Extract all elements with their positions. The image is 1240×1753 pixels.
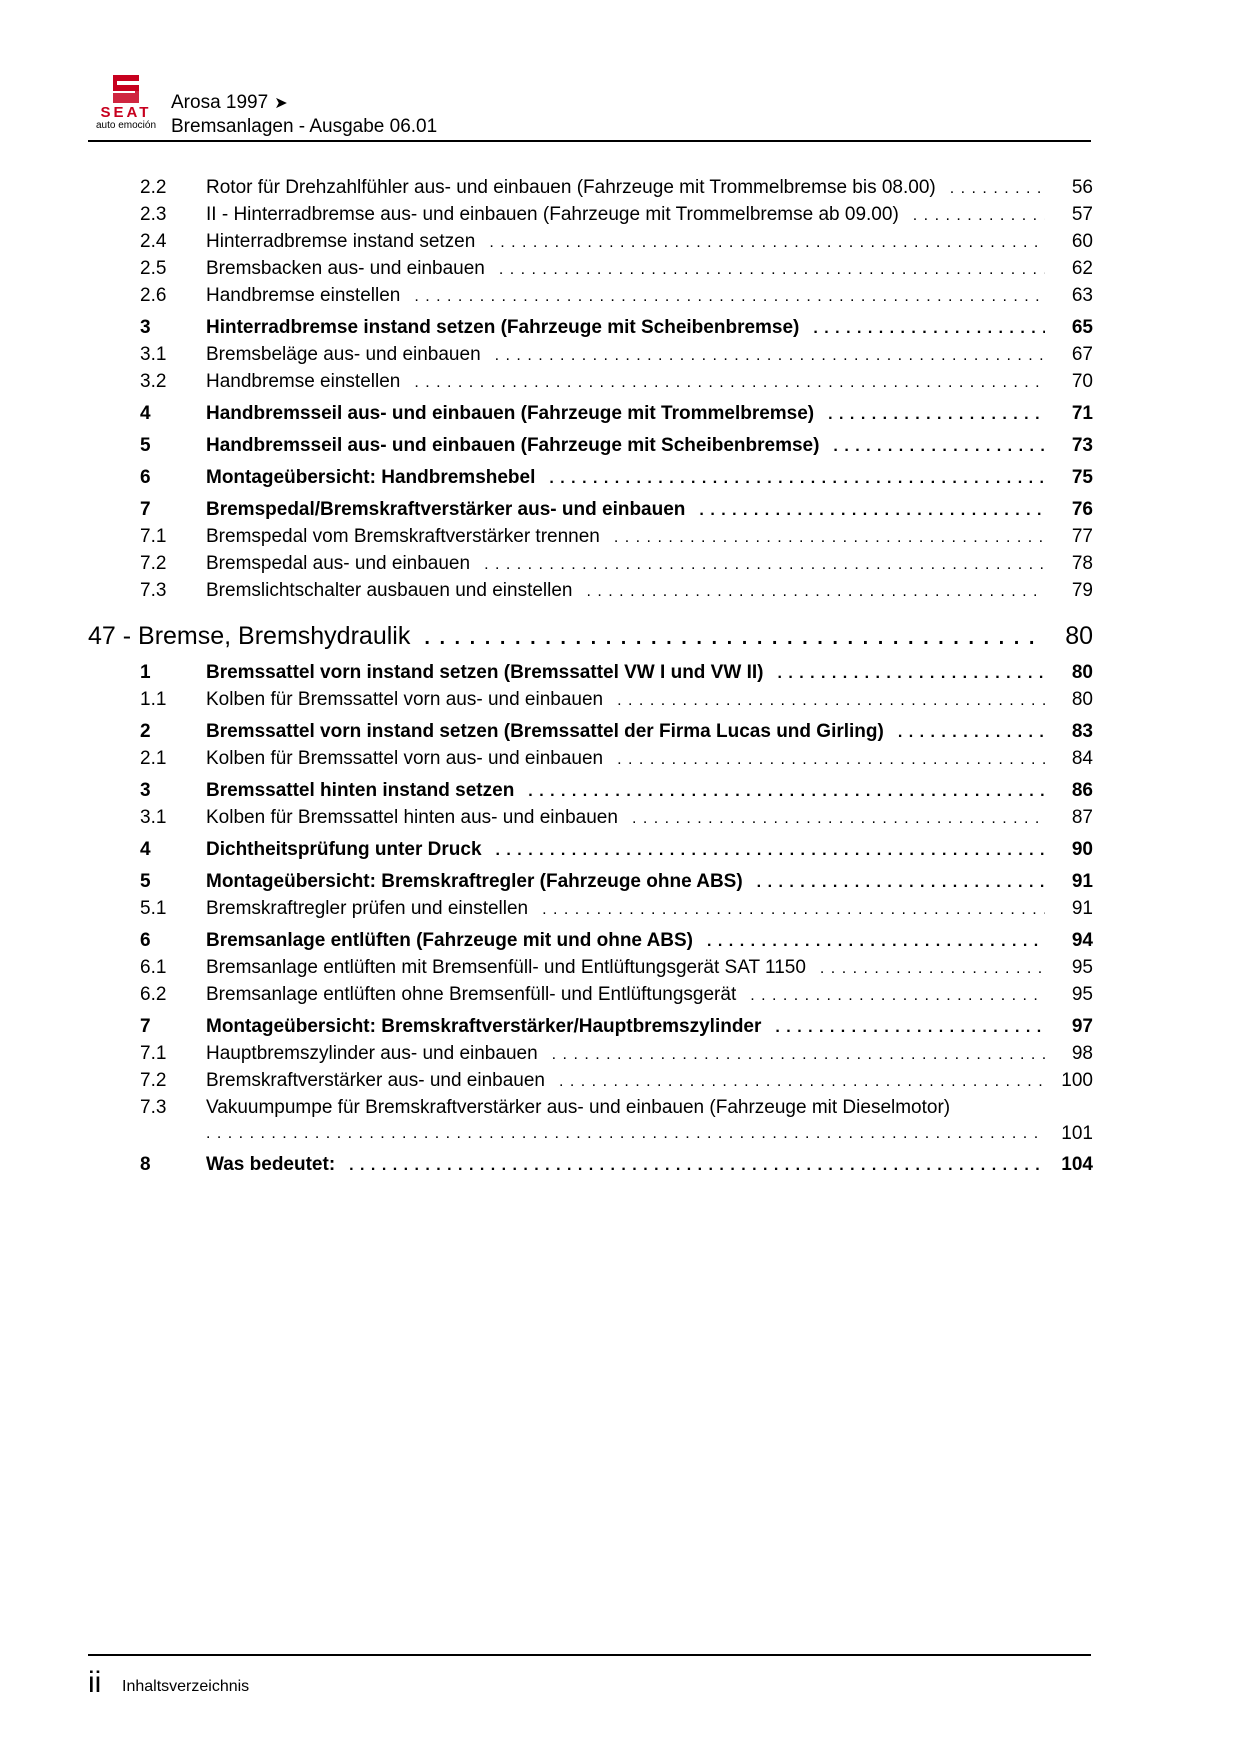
toc-entry-number: 3 <box>140 317 151 338</box>
toc-entry-page: 80 <box>1071 689 1093 710</box>
toc-entry-title: Handbremsseil aus- und einbauen (Fahrzeuge mit Trommelbremse) <box>206 403 815 424</box>
toc-entry-page: 78 <box>1071 553 1093 574</box>
toc-entry-leader <box>617 688 1045 714</box>
toc-entry-number: 7.2 <box>140 553 167 574</box>
toc-entry-leader <box>349 1153 1045 1179</box>
toc-entry-page: 60 <box>1071 231 1093 252</box>
toc-entry-leader <box>699 498 1045 524</box>
toc-entry[interactable] <box>88 1095 1093 1147</box>
toc-entry-number: 2.6 <box>140 285 167 306</box>
toc-entry-leader <box>528 779 1045 805</box>
toc-entry[interactable] <box>88 465 1093 492</box>
toc-entry-leader <box>549 466 1045 492</box>
toc-entry-number: 2.3 <box>140 204 167 225</box>
toc-entry-number: 7.3 <box>140 580 167 601</box>
toc-entry-number: 6 <box>140 467 151 488</box>
toc-entry-number: 4 <box>140 839 151 860</box>
toc-entry-number: 2.5 <box>140 258 167 279</box>
seat-logo-icon <box>108 72 144 106</box>
toc-entry-title: Handbremse einstellen <box>206 285 401 306</box>
toc-entry-page: 56 <box>1071 177 1093 198</box>
toc-entry-leader <box>898 720 1045 746</box>
toc-entry[interactable] <box>88 1068 1093 1095</box>
toc-entry-leader <box>587 579 1046 605</box>
document-subtitle: Bremsanlagen - Ausgabe 06.01 <box>171 116 438 137</box>
toc-entry[interactable] <box>88 955 1093 982</box>
toc-entry-leader <box>777 661 1045 687</box>
toc-entry-page: 77 <box>1071 526 1093 547</box>
toc-entry-title: Bremsbeläge aus- und einbauen <box>206 344 481 365</box>
toc-entry[interactable] <box>88 369 1093 396</box>
toc-entry-title: 47 - Bremse, Bremshydraulik <box>88 622 411 650</box>
toc-entry-page: 70 <box>1071 371 1093 392</box>
toc-entry-leader <box>424 621 1045 655</box>
toc-entry-page: 79 <box>1071 580 1093 601</box>
toc-entry-number: 2 <box>140 721 151 742</box>
toc-entry-number: 7 <box>140 499 151 520</box>
toc-entry-title: II - Hinterradbremse aus- und einbauen (Fahrzeuge mit Trommelbremse ab 09.00) <box>206 204 899 225</box>
toc-entry-page: 94 <box>1071 930 1093 951</box>
toc-entry-title: Bremssattel vorn instand setzen (Bremssattel der Firma Lucas und Girling) <box>206 721 884 742</box>
toc-entry-title: Handbremsseil aus- und einbauen (Fahrzeuge mit Scheibenbremse) <box>206 435 820 456</box>
toc-entry-page: 97 <box>1071 1016 1093 1037</box>
page-footer <box>88 1654 1091 1699</box>
toc-entry-number: 3.2 <box>140 371 167 392</box>
toc-entry-leader <box>496 838 1045 864</box>
toc-entry-number: 7.1 <box>140 1043 167 1064</box>
toc-entry-leader <box>206 1121 1045 1147</box>
logo-brand: SEAT <box>100 104 152 121</box>
toc-entry[interactable] <box>88 401 1093 428</box>
seat-logo <box>88 72 164 132</box>
toc-entry-page: 86 <box>1071 780 1093 801</box>
footer-label: Inhaltsverzeichnis <box>122 1678 250 1695</box>
toc-entry-title: Rotor für Drehzahlfühler aus- und einbauen (Fahrzeuge mit Trommelbremse bis 08.00) <box>206 177 936 198</box>
toc-entry-title: Hinterradbremse instand setzen (Fahrzeuge mit Scheibenbremse) <box>206 317 800 338</box>
toc-entry-page: 100 <box>1061 1070 1093 1091</box>
toc-entry[interactable] <box>88 719 1093 746</box>
toc-entry-number: 6.1 <box>140 957 167 978</box>
table-of-contents <box>88 175 1093 1179</box>
toc-entry-page: 75 <box>1071 467 1093 488</box>
toc-entry-page: 98 <box>1071 1043 1093 1064</box>
toc-entry-title: Bremsbacken aus- und einbauen <box>206 258 485 279</box>
toc-entry[interactable] <box>88 283 1093 310</box>
toc-entry-page: 101 <box>1061 1123 1093 1144</box>
toc-entry-title: Bremssattel vorn instand setzen (Bremssattel VW I und VW II) <box>206 662 764 683</box>
toc-entry-page: 84 <box>1071 748 1093 769</box>
toc-entry-leader <box>559 1069 1045 1095</box>
toc-entry-number: 2.2 <box>140 177 167 198</box>
toc-entry[interactable] <box>88 778 1093 805</box>
toc-entry-title: Bremskraftregler prüfen und einstellen <box>206 898 529 919</box>
toc-entry-leader <box>414 370 1045 396</box>
toc-entry-title: Bremsanlage entlüften mit Bremsenfüll- und Entlüftungsgerät SAT 1150 <box>206 957 806 978</box>
toc-entry[interactable] <box>88 342 1093 369</box>
toc-entry-leader <box>750 983 1045 1009</box>
toc-entry[interactable] <box>88 869 1093 896</box>
toc-entry-line <box>88 1095 1093 1121</box>
toc-entry[interactable] <box>88 229 1093 256</box>
toc-entry-number: 7.2 <box>140 1070 167 1091</box>
toc-entry-page: 73 <box>1071 435 1093 456</box>
toc-entry-title: Bremskraftverstärker aus- und einbauen <box>206 1070 545 1091</box>
toc-entry-title: Dichtheitsprüfung unter Druck <box>206 839 482 860</box>
toc-entry[interactable] <box>88 660 1093 687</box>
toc-entry-leader <box>542 897 1045 923</box>
toc-entry-page: 65 <box>1071 317 1093 338</box>
toc-entry-number: 7.1 <box>140 526 167 547</box>
footer-page-number: ii <box>88 1666 102 1699</box>
toc-entry-title: Bremspedal/Bremskraftverstärker aus- und einbauen <box>206 499 686 520</box>
toc-entry-leader <box>614 525 1045 551</box>
toc-entry-page: 71 <box>1071 403 1093 424</box>
toc-entry-leader <box>499 257 1045 283</box>
toc-entry-page: 91 <box>1071 871 1093 892</box>
toc-entry-title: Kolben für Bremssattel hinten aus- und einbauen <box>206 807 618 828</box>
page-header <box>88 70 1091 142</box>
toc-entry-number: 3.1 <box>140 344 167 365</box>
toc-entry-page: 80 <box>1065 622 1093 650</box>
toc-entry[interactable] <box>88 578 1093 605</box>
toc-entry-leader <box>950 176 1045 202</box>
toc-entry-leader <box>632 806 1045 832</box>
toc-entry-page: 76 <box>1071 499 1093 520</box>
toc-entry-page: 104 <box>1061 1154 1093 1175</box>
toc-entry-number: 5 <box>140 871 151 892</box>
toc-entry-title: Hauptbremszylinder aus- und einbauen <box>206 1043 538 1064</box>
toc-entry-page: 87 <box>1071 807 1093 828</box>
toc-entry[interactable] <box>88 315 1093 342</box>
toc-entry-number: 4 <box>140 403 151 424</box>
toc-entry-title: Bremspedal vom Bremskraftverstärker trennen <box>206 526 600 547</box>
toc-entry-leader <box>820 956 1045 982</box>
toc-entry[interactable] <box>88 1014 1093 1041</box>
toc-entry[interactable] <box>88 175 1093 202</box>
toc-entry-leader <box>828 402 1045 428</box>
toc-entry-page: 67 <box>1071 344 1093 365</box>
toc-entry-number: 6.2 <box>140 984 167 1005</box>
toc-entry-leader <box>813 316 1045 342</box>
toc-entry-title: Bremsanlage entlüften (Fahrzeuge mit und ohne ABS) <box>206 930 694 951</box>
toc-entry-number: 7 <box>140 1016 151 1037</box>
toc-entry[interactable] <box>88 837 1093 864</box>
toc-entry-leader <box>757 870 1045 896</box>
toc-entry-leader <box>707 929 1045 955</box>
toc-entry-leader <box>552 1042 1045 1068</box>
toc-entry[interactable] <box>88 928 1093 955</box>
toc-entry-title: Montageübersicht: Handbremshebel <box>206 467 536 488</box>
toc-entry-title: Kolben für Bremssattel vorn aus- und einbauen <box>206 748 604 769</box>
toc-entry-leader <box>414 284 1045 310</box>
toc-entry[interactable] <box>88 551 1093 578</box>
toc-entry-number: 2.4 <box>140 231 167 252</box>
toc-entry[interactable] <box>88 433 1093 460</box>
toc-entry-title: Vakuumpumpe für Bremskraftverstärker aus- und einbauen (Fahrzeuge mit Dieselmotor) <box>206 1097 951 1118</box>
toc-entry-title: Montageübersicht: Bremskraftregler (Fahrzeuge ohne ABS) <box>206 871 743 892</box>
toc-entry-number: 8 <box>140 1154 151 1175</box>
toc-entry-page: 80 <box>1071 662 1093 683</box>
toc-entry[interactable] <box>88 1041 1093 1068</box>
toc-entry[interactable] <box>88 202 1093 229</box>
toc-entry-title: Handbremse einstellen <box>206 371 401 392</box>
toc-entry-line <box>88 1121 1093 1147</box>
document-title <box>171 92 288 114</box>
toc-entry-title: Bremssattel hinten instand setzen <box>206 780 515 801</box>
toc-entry-number: 7.3 <box>140 1097 167 1118</box>
toc-entry-page: 95 <box>1071 957 1093 978</box>
toc-entry-title: Bremslichtschalter ausbauen und einstellen <box>206 580 573 601</box>
toc-entry-page: 91 <box>1071 898 1093 919</box>
toc-entry-leader <box>484 552 1045 578</box>
toc-entry-leader <box>495 343 1045 369</box>
toc-entry-number: 1 <box>140 662 151 683</box>
toc-chapter-entry[interactable] <box>88 619 1093 655</box>
toc-entry-number: 2.1 <box>140 748 167 769</box>
toc-entry-leader <box>617 747 1045 773</box>
toc-entry[interactable] <box>88 524 1093 551</box>
toc-entry[interactable] <box>88 896 1093 923</box>
toc-entry-page: 95 <box>1071 984 1093 1005</box>
toc-entry-leader <box>913 203 1045 229</box>
toc-entry[interactable] <box>88 746 1093 773</box>
toc-entry-number: 3 <box>140 780 151 801</box>
toc-entry[interactable] <box>88 805 1093 832</box>
toc-entry-title: Montageübersicht: Bremskraftverstärker/Hauptbremszylinder <box>206 1016 762 1037</box>
toc-entry-title: Was bedeutet: <box>206 1154 336 1175</box>
toc-entry-number: 5 <box>140 435 151 456</box>
toc-entry-number: 3.1 <box>140 807 167 828</box>
toc-entry-title: Bremsanlage entlüften ohne Bremsenfüll- und Entlüftungsgerät <box>206 984 737 1005</box>
arrow-right-icon: ➤ <box>274 95 288 112</box>
toc-entry-number: 6 <box>140 930 151 951</box>
logo-slogan: auto emoción <box>95 120 157 131</box>
toc-entry-number: 5.1 <box>140 898 167 919</box>
toc-entry[interactable] <box>88 497 1093 524</box>
toc-entry-title: Kolben für Bremssattel vorn aus- und einbauen <box>206 689 604 710</box>
toc-entry[interactable] <box>88 1152 1093 1179</box>
toc-entry-page: 83 <box>1071 721 1093 742</box>
toc-entry-page: 90 <box>1071 839 1093 860</box>
toc-entry-page: 62 <box>1071 258 1093 279</box>
toc-entry[interactable] <box>88 982 1093 1009</box>
toc-entry-leader <box>833 434 1045 460</box>
toc-entry-leader <box>489 230 1045 256</box>
toc-entry[interactable] <box>88 256 1093 283</box>
toc-entry-page: 57 <box>1071 204 1093 225</box>
toc-entry-page: 63 <box>1071 285 1093 306</box>
toc-entry-title: Bremspedal aus- und einbauen <box>206 553 471 574</box>
toc-entry-title: Hinterradbremse instand setzen <box>206 231 476 252</box>
toc-entry[interactable] <box>88 687 1093 714</box>
toc-entry-number: 1.1 <box>140 689 167 710</box>
toc-entry-leader <box>775 1015 1045 1041</box>
document-title-text: Arosa 1997 <box>171 92 269 113</box>
